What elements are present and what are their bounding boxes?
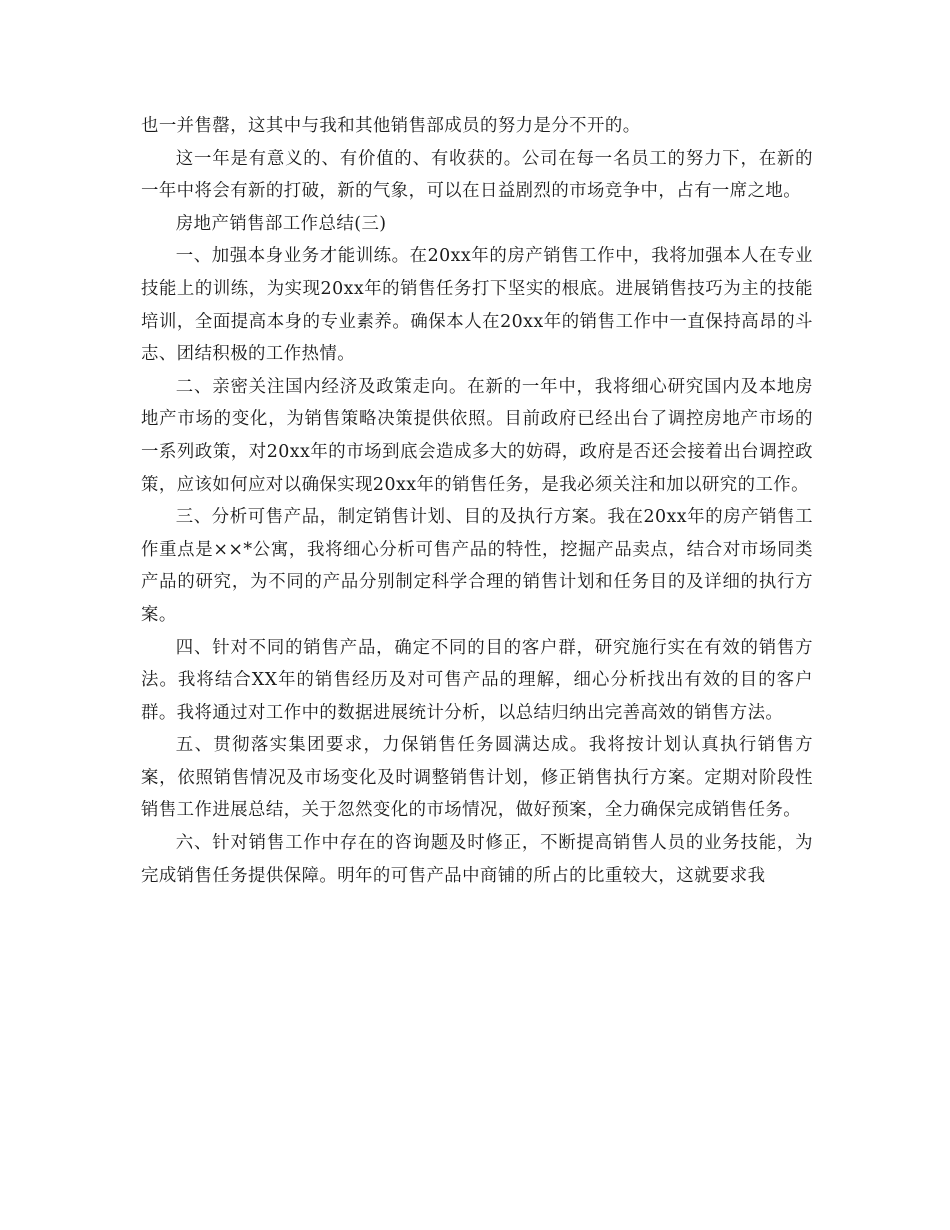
paragraph-continuation: 也一并售罄，这其中与我和其他销售部成员的努力是分不开的。 xyxy=(141,116,641,136)
paragraph-item-4: 四、针对不同的销售产品，确定不同的目的客户群，研究施行实在有效的销售方法。我将结合XX年的销售经历及对可售产品的理解，细心分析找出有效的目的客户群。我将通过对工作中的数据进展统计分析，以总结归纳出完善高效的销售方法。 xyxy=(141,637,813,723)
paragraph-item-1: 一、加强本身业务才能训练。在20xx年的房产销售工作中，我将加强本人在专业技能上的训练，为实现20xx年的销售任务打下坚实的根底。进展销售技巧为主的技能培训，全面提高本身的专业素养。确保本人在20xx年的销售工作中一直保持高昂的斗志、团结积极的工作热情。 xyxy=(141,246,813,365)
paragraph-year-summary: 这一年是有意义的、有价值的、有收获的。公司在每一名员工的努力下，在新的一年中将会有新的打破，新的气象，可以在日益剧烈的市场竞争中，占有一席之地。 xyxy=(141,148,813,202)
paragraph-item-6: 六、针对销售工作中存在的咨询题及时修正，不断提高销售人员的业务技能，为完成销售任务提供保障。明年的可售产品中商铺的所占的比重较大，这就要求我 xyxy=(141,833,813,886)
section-heading: 房地产销售部工作总结(三) xyxy=(175,213,387,234)
paragraph-item-5: 五、贯彻落实集团要求，力保销售任务圆满达成。我将按计划认真执行销售方案，依照销售情况及市场变化及时调整销售计划，修正销售执行方案。定期对阶段性销售工作进展总结，关于忽然变化的市场情况，做好预案，全力确保完成销售任务。 xyxy=(141,735,813,821)
document-page xyxy=(141,110,813,892)
paragraph-item-3: 三、分析可售产品，制定销售计划、目的及执行方案。我在20xx年的房产销售工作重点是××*公寓，我将细心分析可售产品的特性，挖掘产品卖点，结合对市场同类产品的研究，为不同的产品分别制定科学合理的销售计划和任务目的及详细的执行方案。 xyxy=(141,507,813,625)
paragraph-item-2: 二、亲密关注国内经济及政策走向。在新的一年中，我将细心研究国内及本地房地产市场的变化，为销售策略决策提供依照。目前政府已经出台了调控房地产市场的一系列政策，对20xx年的市场到底会造成多大的妨碍，政府是否还会接着出台调控政策，应该如何应对以确保实现20xx年的销售任务，是我必须关注和加以研究的工作。 xyxy=(141,376,813,495)
